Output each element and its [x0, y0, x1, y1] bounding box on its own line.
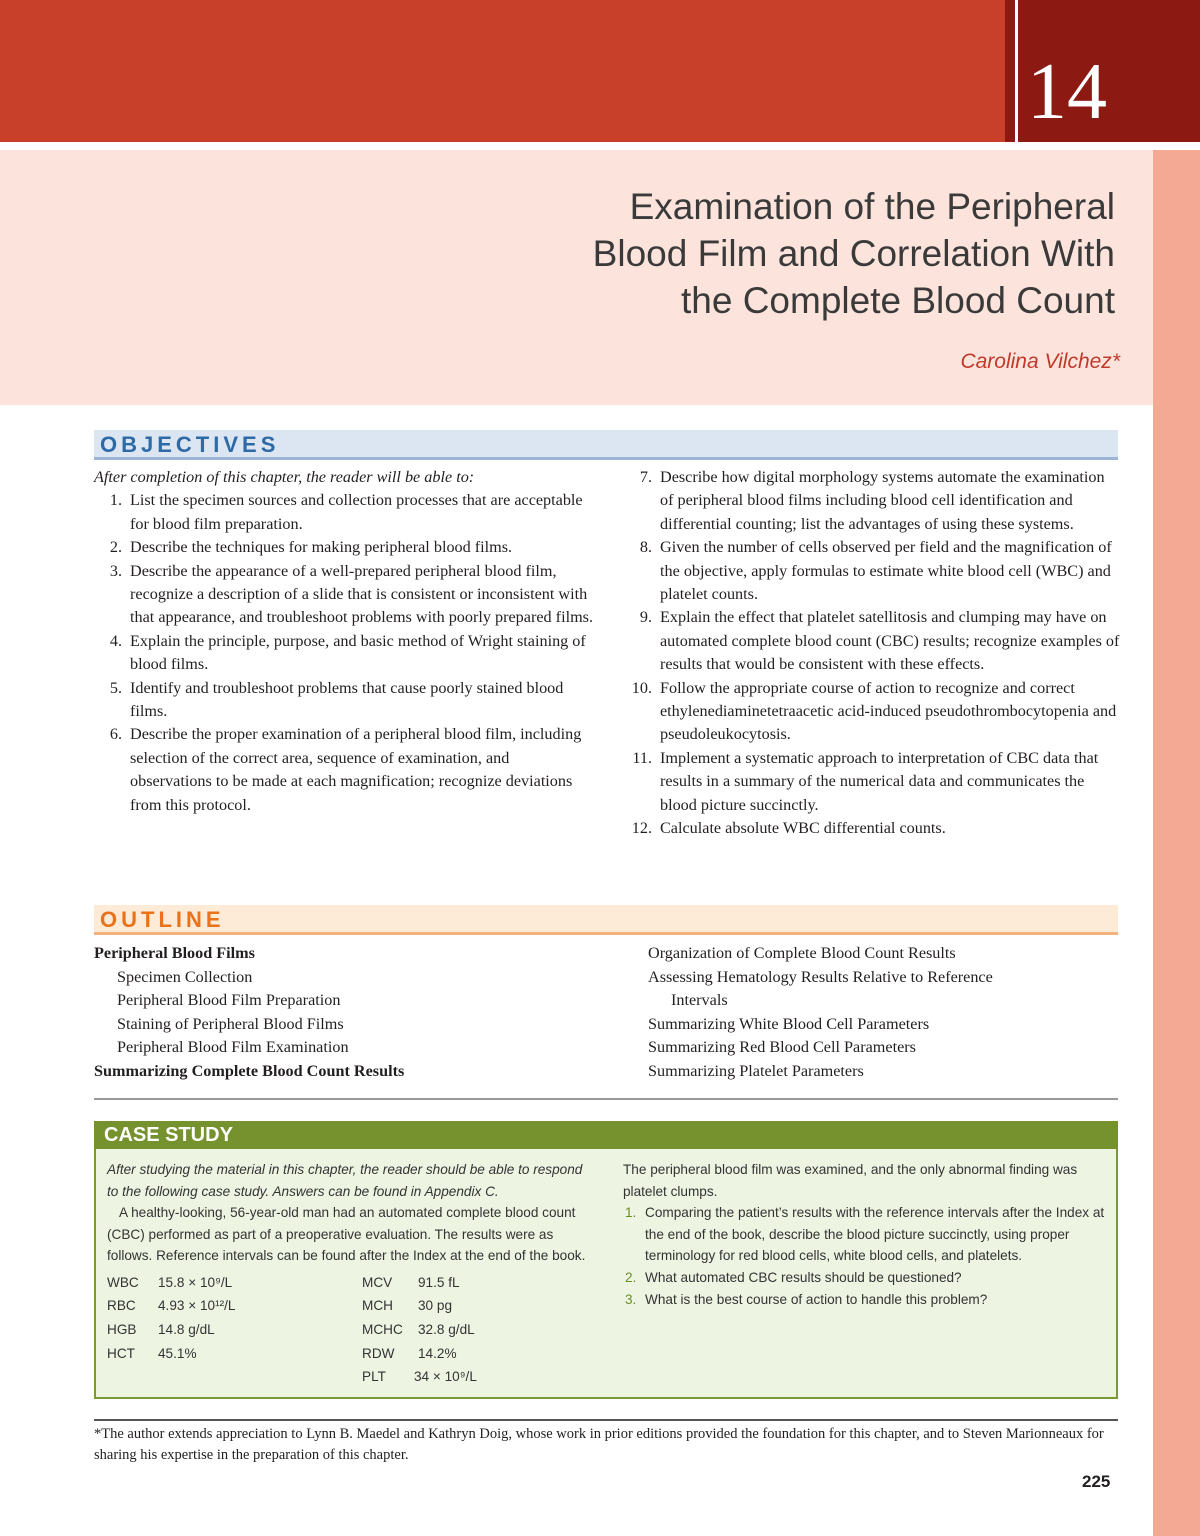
question-number: 2.	[625, 1269, 637, 1285]
outline-heading-bar	[94, 905, 1118, 935]
objective-text: Describe the proper examination of a peripheral blood film, including selection of the correct area, sequence of examination, and observations to be made at each magnification; recognize deviations from this protocol.	[130, 725, 582, 814]
lab-label: MCH	[362, 1298, 393, 1313]
author-name: Carolina Vilchez	[960, 350, 1112, 373]
outline-sub-entry: Peripheral Blood Film Preparation	[117, 991, 341, 1010]
objective-text: Calculate absolute WBC differential counts.	[660, 819, 946, 838]
lab-value: 15.8 × 10⁹/L	[158, 1275, 233, 1290]
outline-left-column	[94, 942, 614, 1084]
case-study-right-column	[623, 1159, 1113, 1310]
case-study-intro: After studying the material in this chapter, the reader should be able to respond to the following case study. Answers can be found in Appendix C.	[107, 1162, 583, 1199]
objective-number: 7.	[639, 468, 652, 486]
objective-number: 8.	[639, 538, 652, 557]
outline-sub-entry: Assessing Hematology Results Relative to Reference	[648, 967, 993, 986]
lab-label: RDW	[362, 1346, 395, 1361]
outline-sub-entry: Summarizing Red Blood Cell Parameters	[648, 1038, 916, 1057]
footnote-rule	[94, 1419, 1118, 1421]
lab-value: 32.8 g/dL	[418, 1322, 475, 1337]
outline-sub-entry: Summarizing White Blood Cell Parameters	[648, 1014, 930, 1033]
objectives-left-column	[94, 466, 594, 817]
chapter-header-band	[0, 0, 1005, 142]
objective-number: 1.	[109, 491, 122, 510]
outline-sub-entry: Specimen Collection	[117, 967, 253, 986]
lab-value: 45.1%	[158, 1346, 197, 1361]
objective-number: 12.	[631, 819, 652, 838]
case-question	[623, 1267, 1113, 1289]
chapter-title	[415, 183, 1115, 324]
objective-item	[94, 560, 594, 630]
title-line: Examination of the Peripheral	[629, 186, 1115, 227]
objective-item	[620, 747, 1120, 817]
lab-label: WBC	[107, 1275, 139, 1290]
lab-value: 30 pg	[418, 1298, 453, 1313]
objective-text: Describe how digital morphology systems automate the examination of peripheral blood films including blood cell identification and differential counting; list the advantages of using these systems.	[660, 468, 1105, 533]
objective-number: 4.	[109, 631, 122, 650]
outline-right-column	[648, 942, 1118, 1084]
outline-sub-entry: Organization of Complete Blood Count Results	[648, 944, 956, 962]
outline-main-entry: Peripheral Blood Films	[94, 944, 255, 962]
objective-item	[620, 817, 1120, 840]
outline-rule	[94, 932, 1118, 935]
objective-number: 6.	[109, 725, 122, 744]
objective-item	[94, 630, 594, 677]
objectives-right-column	[620, 466, 1120, 841]
footnote: *The author extends appreciation to Lynn B. Maedel and Kathryn Doig, whose work in prior editions provided the foundation for this chapter, and to Steven Marionneaux for sharing his expertise in the preparation of this chapter.	[94, 1426, 1104, 1464]
lab-label: HCT	[107, 1346, 135, 1361]
case-study-heading: CASE STUDY	[104, 1124, 233, 1146]
lab-label: RBC	[107, 1298, 136, 1313]
lab-label: HGB	[107, 1322, 137, 1337]
objective-text: Implement a systematic approach to interpretation of CBC data that results in a summary of the numerical data and communicates the blood picture succinctly.	[660, 748, 1099, 814]
title-line: Blood Film and Correlation With	[592, 233, 1115, 274]
objectives-intro: After completion of this chapter, the reader will be able to:	[94, 468, 475, 486]
case-study-left-column	[107, 1159, 597, 1267]
lab-value: 14.8 g/dL	[158, 1322, 215, 1337]
lab-value: 91.5 fL	[418, 1275, 460, 1290]
objective-number: 10.	[631, 678, 652, 697]
lab-value: 4.93 × 10¹²/L	[158, 1298, 236, 1313]
case-study-body: A healthy-looking, 56-year-old man had an automated complete blood count (CBC) performed as part of a preoperative evaluation. The results were as follows. Reference intervals can be found after the Index at the end of the book.	[107, 1205, 586, 1264]
outline-heading: OUTLINE	[100, 907, 225, 932]
objective-text: Describe the techniques for making peripheral blood films.	[130, 538, 513, 557]
objective-text: List the specimen sources and collection processes that are acceptable for blood film preparation.	[130, 491, 583, 533]
objectives-heading: OBJECTIVES	[100, 432, 280, 457]
chapter-number-box	[1005, 0, 1200, 142]
objective-item	[94, 536, 594, 559]
lab-value: 34 × 10⁹/L	[414, 1369, 477, 1384]
lab-label: MCHC	[362, 1322, 403, 1337]
objectives-heading-bar	[94, 430, 1118, 460]
objective-item	[94, 489, 594, 536]
chapter-number-divider	[1015, 0, 1018, 142]
objective-item	[620, 536, 1120, 606]
question-number: 3.	[625, 1291, 637, 1307]
outline-main-entry: Summarizing Complete Blood Count Results	[94, 1061, 405, 1080]
lab-label: PLT	[362, 1369, 386, 1384]
objective-text: Given the number of cells observed per field and the magnification of the objective, apply formulas to estimate white blood cell (WBC) and platelet counts.	[660, 538, 1112, 604]
objective-number: 3.	[109, 561, 122, 580]
objective-item	[94, 723, 594, 817]
objective-number: 5.	[109, 678, 122, 697]
chapter-number: 14	[1027, 48, 1107, 136]
objective-number: 11.	[632, 748, 652, 767]
case-study-finding: The peripheral blood film was examined, and the only abnormal finding was platelet clumps.	[623, 1162, 1078, 1199]
lab-value: 14.2%	[418, 1346, 457, 1361]
objective-text: Describe the appearance of a well-prepared peripheral blood film, recognize a description of a slide that is consistent or inconsistent with that appearance, and troubleshoot problems with poorly prepared films.	[130, 561, 594, 627]
objective-number: 2.	[109, 538, 122, 557]
case-question	[623, 1289, 1113, 1311]
page-number: 225	[1082, 1472, 1111, 1491]
objective-item	[620, 677, 1120, 747]
objective-text: Identify and troubleshoot problems that cause poorly stained blood films.	[130, 678, 564, 721]
outline-sub-entry-continuation: Intervals	[671, 991, 728, 1010]
author-line	[960, 350, 1120, 374]
case-study-heading-bar	[94, 1121, 1118, 1149]
case-study-separator	[94, 1098, 1118, 1100]
question-number: 1.	[625, 1205, 637, 1221]
objective-item	[620, 466, 1120, 536]
objective-text: Follow the appropriate course of action to recognize and correct ethylenediaminetetraacetic acid-induced pseudothrombocytopenia and pseudoleukocytosis.	[660, 678, 1117, 744]
lab-label: MCV	[362, 1275, 393, 1290]
page-edge-strip	[1153, 150, 1200, 1536]
objective-text: Explain the principle, purpose, and basic method of Wright staining of blood films.	[130, 631, 586, 674]
question-text: What is the best course of action to handle this problem?	[645, 1291, 988, 1307]
objective-text: Explain the effect that platelet satellitosis and clumping may have on automated complete blood count (CBC) results; recognize examples of results that would be consistent with these effects.	[660, 608, 1120, 674]
title-line: the Complete Blood Count	[681, 280, 1115, 321]
objectives-rule	[94, 457, 1118, 460]
case-question	[623, 1202, 1113, 1267]
question-text: What automated CBC results should be questioned?	[645, 1269, 962, 1285]
outline-sub-entry: Staining of Peripheral Blood Films	[117, 1014, 344, 1033]
objective-item	[94, 677, 594, 724]
author-footnote-mark: *	[1111, 350, 1120, 373]
question-text: Comparing the patient’s results with the reference intervals after the Index at the end of the book, describe the blood picture succinctly, using proper terminology for red blood cells, white blood cells, and platelets.	[645, 1205, 1105, 1264]
outline-sub-entry: Peripheral Blood Film Examination	[117, 1038, 349, 1057]
objective-number: 9.	[639, 608, 652, 627]
objective-item	[620, 606, 1120, 676]
outline-sub-entry: Summarizing Platelet Parameters	[648, 1061, 864, 1080]
